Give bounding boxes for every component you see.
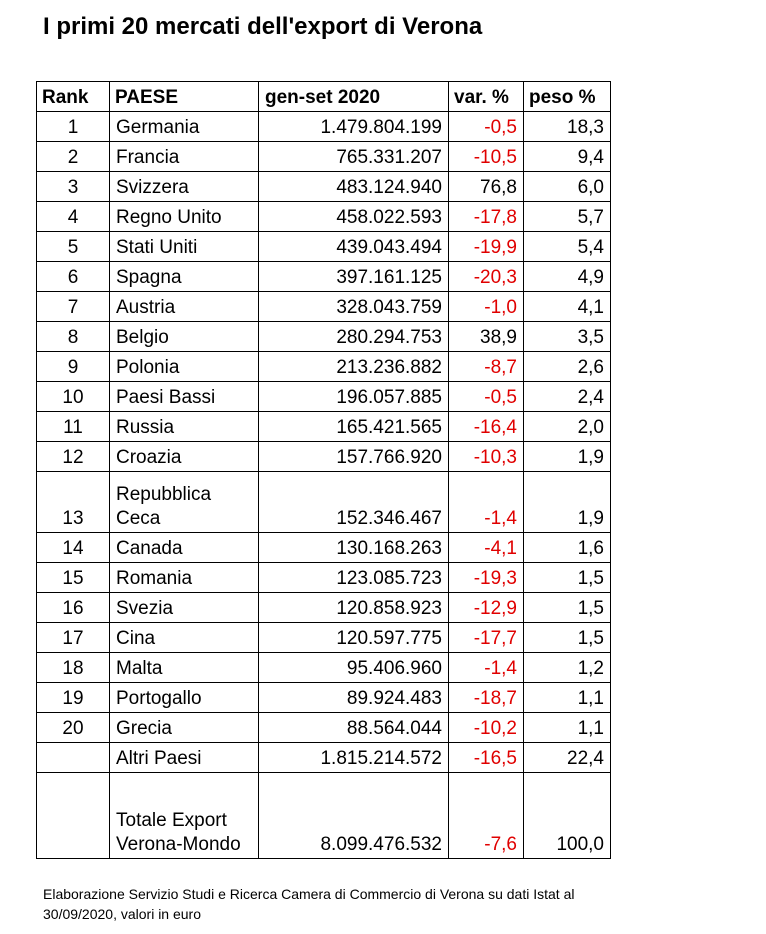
cell-var: -7,6 [449,773,524,859]
table-row [37,533,611,563]
cell-var: 76,8 [449,172,524,202]
cell-paese: Stati Uniti [110,232,259,262]
table-row [37,262,611,292]
cell-rank: 2 [37,142,110,172]
cell-value: 765.331.207 [259,142,449,172]
table-row-altri [37,743,611,773]
cell-value: 8.099.476.532 [259,773,449,859]
cell-rank: 3 [37,172,110,202]
table-header-row [37,82,611,112]
cell-paese: Malta [110,653,259,683]
cell-peso: 2,6 [524,352,611,382]
cell-paese: Germania [110,112,259,142]
cell-peso: 1,6 [524,533,611,563]
cell-peso: 6,0 [524,172,611,202]
cell-var: -10,5 [449,142,524,172]
cell-peso: 1,9 [524,442,611,472]
table-body [37,112,611,859]
cell-var: -10,2 [449,713,524,743]
cell-value: 152.346.467 [259,472,449,533]
cell-peso: 5,4 [524,232,611,262]
cell-peso: 18,3 [524,112,611,142]
cell-paese: Svizzera [110,172,259,202]
cell-paese: Regno Unito [110,202,259,232]
cell-paese: Austria [110,292,259,322]
cell-paese: Polonia [110,352,259,382]
cell-value: 157.766.920 [259,442,449,472]
cell-paese: Grecia [110,713,259,743]
cell-paese: Belgio [110,322,259,352]
cell-value: 123.085.723 [259,563,449,593]
cell-rank: 9 [37,352,110,382]
cell-peso: 2,4 [524,382,611,412]
header-value: gen-set 2020 [259,82,449,112]
cell-value: 280.294.753 [259,322,449,352]
table-row [37,112,611,142]
cell-peso: 9,4 [524,142,611,172]
cell-rank: 17 [37,623,110,653]
cell-var: -16,5 [449,743,524,773]
table-row [37,683,611,713]
cell-peso: 3,5 [524,322,611,352]
cell-value: 397.161.125 [259,262,449,292]
cell-rank [37,773,110,859]
table-row [37,653,611,683]
cell-rank: 14 [37,533,110,563]
table-row [37,623,611,653]
cell-paese: Portogallo [110,683,259,713]
table-row [37,472,611,533]
cell-paese: Russia [110,412,259,442]
cell-var: -17,7 [449,623,524,653]
cell-paese: Francia [110,142,259,172]
cell-paese: Totale Export Verona-Mondo [110,773,259,859]
table-row [37,202,611,232]
header-rank: Rank [37,82,110,112]
cell-paese: Cina [110,623,259,653]
cell-peso: 4,9 [524,262,611,292]
cell-var: 38,9 [449,322,524,352]
cell-paese: Spagna [110,262,259,292]
cell-peso: 5,7 [524,202,611,232]
cell-paese: Svezia [110,593,259,623]
source-note: Elaborazione Servizio Studi e Ricerca Camera di Commercio di Verona su dati Istat al 30/09/2020, valori in euro [43,886,575,922]
cell-rank: 12 [37,442,110,472]
header-paese: PAESE [110,82,259,112]
cell-rank: 8 [37,322,110,352]
table-row [37,142,611,172]
cell-value: 130.168.263 [259,533,449,563]
header-var: var. % [449,82,524,112]
table-row [37,232,611,262]
cell-var: -0,5 [449,382,524,412]
cell-var: -19,3 [449,563,524,593]
cell-paese: Canada [110,533,259,563]
cell-var: -16,4 [449,412,524,442]
cell-var: -4,1 [449,533,524,563]
cell-paese: Altri Paesi [110,743,259,773]
cell-var: -17,8 [449,202,524,232]
cell-paese: Paesi Bassi [110,382,259,412]
cell-value: 165.421.565 [259,412,449,442]
cell-var: -12,9 [449,593,524,623]
cell-value: 95.406.960 [259,653,449,683]
cell-rank [37,743,110,773]
table-row [37,292,611,322]
table-row [37,563,611,593]
cell-rank: 5 [37,232,110,262]
cell-value: 89.924.483 [259,683,449,713]
cell-rank: 18 [37,653,110,683]
cell-peso: 2,0 [524,412,611,442]
table-row [37,172,611,202]
table-row [37,713,611,743]
table-row [37,352,611,382]
cell-var: -20,3 [449,262,524,292]
cell-rank: 11 [37,412,110,442]
cell-value: 88.564.044 [259,713,449,743]
cell-peso: 4,1 [524,292,611,322]
cell-value: 458.022.593 [259,202,449,232]
cell-var: -18,7 [449,683,524,713]
table-row [37,322,611,352]
table-row [37,593,611,623]
cell-rank: 20 [37,713,110,743]
cell-rank: 13 [37,472,110,533]
table-row [37,442,611,472]
cell-rank: 7 [37,292,110,322]
cell-peso: 22,4 [524,743,611,773]
cell-var: -1,4 [449,472,524,533]
cell-rank: 6 [37,262,110,292]
cell-value: 120.858.923 [259,593,449,623]
cell-var: -19,9 [449,232,524,262]
cell-rank: 1 [37,112,110,142]
page-title: I primi 20 mercati dell'export di Verona [43,13,483,40]
cell-peso: 1,2 [524,653,611,683]
cell-rank: 4 [37,202,110,232]
table-row [37,412,611,442]
cell-value: 483.124.940 [259,172,449,202]
cell-var: -0,5 [449,112,524,142]
cell-var: -10,3 [449,442,524,472]
cell-peso: 1,5 [524,563,611,593]
cell-peso: 1,5 [524,623,611,653]
table-row [37,382,611,412]
cell-peso: 1,5 [524,593,611,623]
cell-value: 120.597.775 [259,623,449,653]
cell-value: 213.236.882 [259,352,449,382]
cell-var: -1,4 [449,653,524,683]
cell-peso: 1,9 [524,472,611,533]
cell-value: 1.815.214.572 [259,743,449,773]
cell-paese: Croazia [110,442,259,472]
cell-value: 196.057.885 [259,382,449,412]
cell-paese: Romania [110,563,259,593]
cell-peso: 100,0 [524,773,611,859]
cell-value: 439.043.494 [259,232,449,262]
cell-value: 1.479.804.199 [259,112,449,142]
cell-var: -8,7 [449,352,524,382]
cell-value: 328.043.759 [259,292,449,322]
cell-peso: 1,1 [524,683,611,713]
cell-paese: Repubblica Ceca [110,472,259,533]
header-peso: peso % [524,82,611,112]
cell-rank: 19 [37,683,110,713]
cell-var: -1,0 [449,292,524,322]
cell-rank: 15 [37,563,110,593]
cell-rank: 10 [37,382,110,412]
cell-rank: 16 [37,593,110,623]
table-row-totale [37,773,611,859]
export-table [36,81,611,859]
cell-peso: 1,1 [524,713,611,743]
